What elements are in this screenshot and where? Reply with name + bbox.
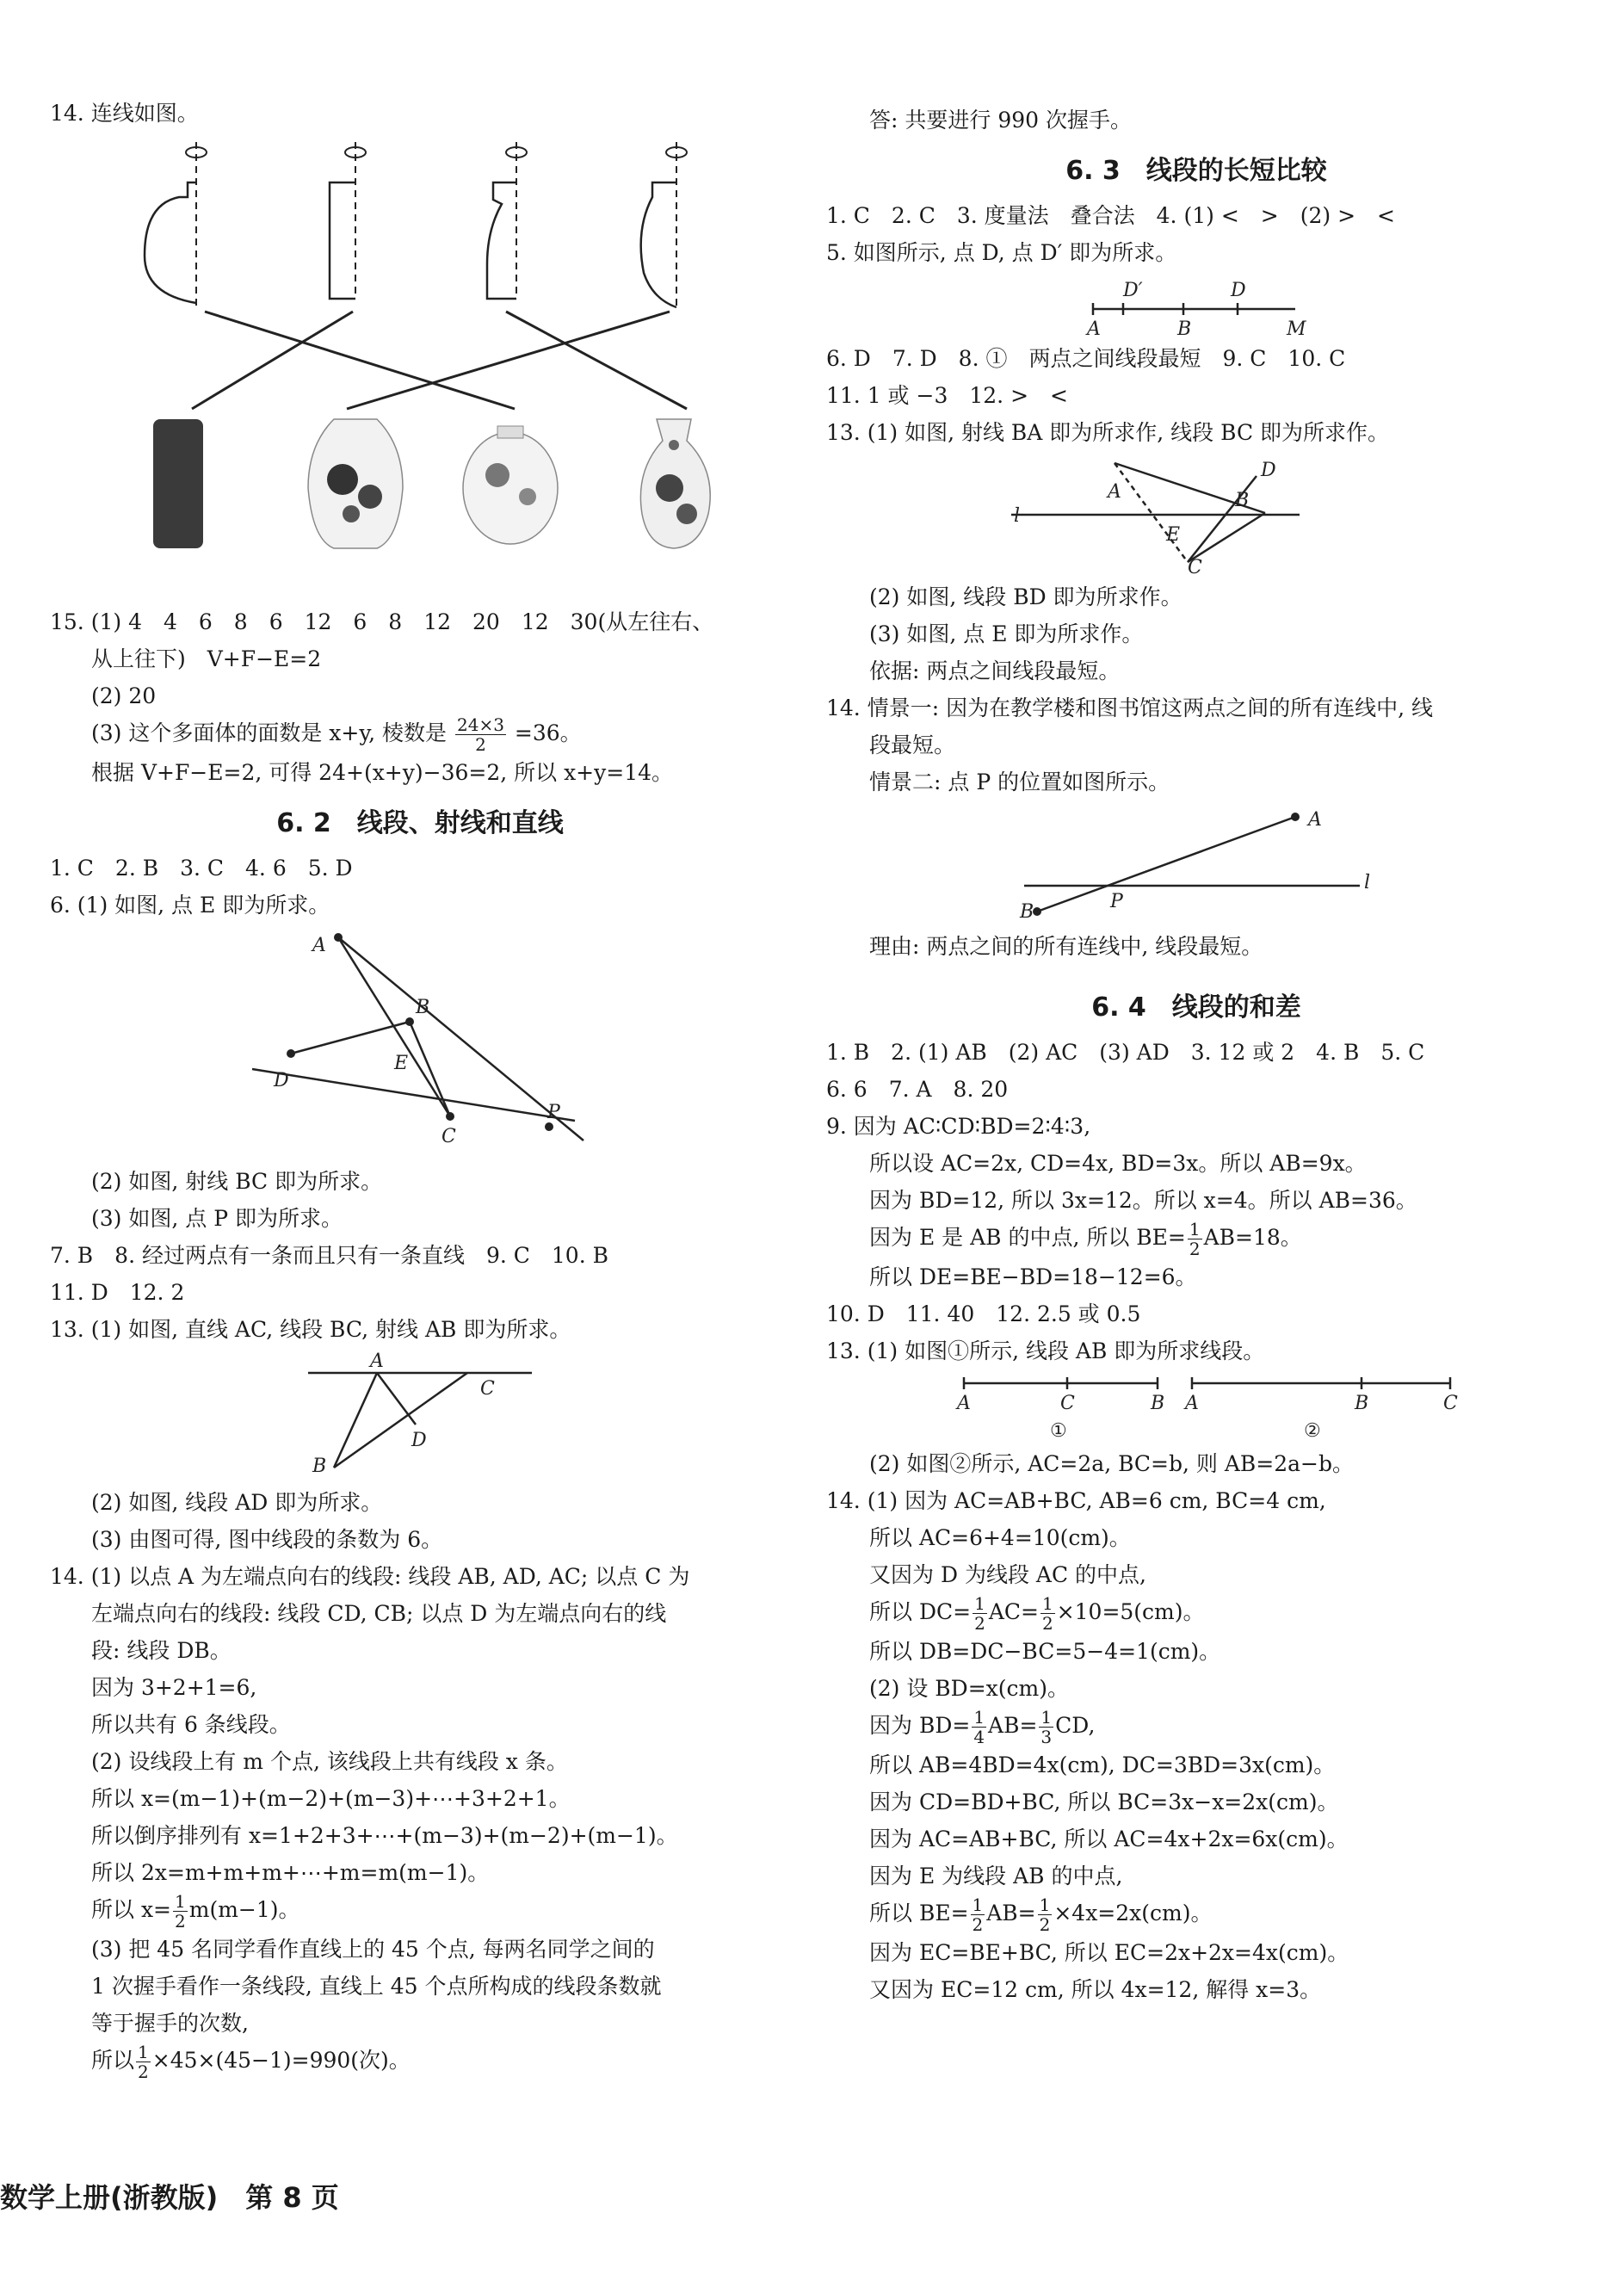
q15-line2: 从上往下) V+F−E=2: [91, 646, 322, 671]
label-D: D: [1231, 280, 1246, 301]
s64-a14-9: 因为 CD=BD+BC, 所以 BC=3x−x=2x(cm)。: [869, 1790, 1339, 1814]
label-B: B: [1020, 901, 1034, 923]
fraction: $\frac{1}{2}$: [972, 1895, 984, 1935]
s62-a14-12: 1 次握手看作一条线段, 直线上 45 个点所构成的线段条数就: [91, 1974, 662, 1999]
label-A: A: [1087, 318, 1101, 337]
s63-a14-3: 情景二: 点 P 的位置如图所示。: [869, 770, 1170, 794]
s63-a6: 6. D 7. D 8. ① 两点之间线段最短 9. C 10. C: [826, 346, 1346, 371]
s62-a1: 1. C 2. B 3. C 4. 6 5. D: [50, 856, 353, 881]
rotation-matching-figure: [50, 135, 756, 600]
s64-a13: 13. (1) 如图①所示, 线段 AB 即为所求线段。: [826, 1338, 1265, 1363]
s62-a14-10: 所以 x= $\frac{1}{2}$ m(m−1)。: [91, 1891, 300, 1932]
label-E: E: [1166, 524, 1181, 546]
s64-a9-4: 因为 E 是 AB 的中点, 所以 BE= $\frac{1}{2}$ AB=18。: [869, 1219, 1302, 1259]
s64-a14-11: 因为 E 为线段 AB 的中点,: [869, 1864, 1123, 1888]
s62-a14-6: (2) 设线段上有 m 个点, 该线段上共有线段 x 条。: [91, 1749, 568, 1774]
s64-a9-5: 所以 DE=BE−BD=18−12=6。: [869, 1264, 1197, 1289]
s64-a14-7: 因为 BD= $\frac{1}{4}$ AB= $\frac{1}{3}$ CD,: [869, 1707, 1096, 1747]
q15-line3: (2) 20: [91, 683, 157, 708]
label-D: D: [274, 1070, 289, 1091]
q15-line4: (3) 这个多面体的面数是 x+y, 棱数是 $\frac{24\times 3}{2}$ =36。: [91, 714, 582, 755]
s63-a14-4: 理由: 两点之间的所有连线中, 线段最短。: [869, 934, 1263, 959]
s62-a14-1: 14. (1) 以点 A 为左端点向右的线段: 线段 AB, AD, AC; 以点 C 为: [50, 1564, 690, 1589]
label-A: A: [312, 935, 326, 956]
fraction: $\frac{24\times 3}{2}$: [457, 714, 504, 755]
label-B: B: [1151, 1393, 1165, 1414]
s64-a14-1: 14. (1) 因为 AC=AB+BC, AB=6 cm, BC=4 cm,: [826, 1488, 1326, 1513]
s64-a9-1: 9. 因为 AC∶CD∶BD=2∶4∶3,: [826, 1114, 1091, 1139]
left-column: [50, 95, 790, 2081]
s64-a14-14: 又因为 EC=12 cm, 所以 4x=12, 解得 x=3。: [869, 1977, 1322, 2002]
vase-photo-1: [308, 419, 403, 548]
s63-a11: 11. 1 或 −3 12. > <: [826, 383, 1068, 408]
s64-a14-4: 所以 DC= $\frac{1}{2}$ AC= $\frac{1}{2}$ ×10=5(cm)。: [869, 1593, 1205, 1634]
fraction: $\frac{1}{2}$: [1039, 1895, 1051, 1935]
label-C: C: [1188, 557, 1202, 575]
s64-a9-2: 所以设 AC=2x, CD=4x, BD=3x。所以 AB=9x。: [869, 1151, 1367, 1176]
q15-line1: 15. (1) 4 4 6 8 6 12 6 8 12 20 12 30(从左往右、: [50, 609, 714, 634]
s62-a13: 13. (1) 如图, 直线 AC, 线段 BC, 射线 AB 即为所求。: [50, 1317, 571, 1342]
s64-a10: 10. D 11. 40 12. 2.5 或 0.5: [826, 1301, 1141, 1326]
s64-a14-13: 因为 EC=BE+BC, 所以 EC=2x+2x=4x(cm)。: [869, 1940, 1349, 1965]
matching-lines: [192, 312, 687, 409]
s63-a13-3: (3) 如图, 点 E 即为所求作。: [869, 621, 1144, 646]
label-B: B: [312, 1456, 327, 1477]
label-A: A: [1108, 481, 1121, 503]
cylinder-photo: [153, 419, 203, 548]
s64-a14-6: (2) 设 BD=x(cm)。: [869, 1676, 1069, 1701]
fraction: $\frac{1}{2}$: [1189, 1219, 1201, 1259]
figure-6-3-q5: [826, 275, 1532, 337]
s64-a6: 6. 6 7. A 8. 20: [826, 1077, 1009, 1102]
s62-a14-2: 左端点向右的线段: 线段 CD, CB; 以点 D 为左端点向右的线: [91, 1601, 667, 1626]
fraction: $\frac{1}{3}$: [1040, 1707, 1053, 1747]
s62-a11: 11. D 12. 2: [50, 1280, 185, 1305]
fraction: $\frac{1}{2}$: [138, 2042, 149, 2082]
s62-a14-8: 所以倒序排列有 x=1+2+3+⋯+(m−3)+(m−2)+(m−1)。: [91, 1823, 678, 1848]
s62-a14-9: 所以 2x=m+m+m+⋯+m=m(m−1)。: [91, 1860, 490, 1885]
s62-a14-7: 所以 x=(m−1)+(m−2)+(m−3)+⋯+3+2+1。: [91, 1786, 571, 1811]
figure-6-2-q6: [50, 927, 756, 1159]
s63-a5: 5. 如图所示, 点 D, 点 D′ 即为所求。: [826, 240, 1177, 265]
s63-a14-1: 14. 情景一: 因为在教学楼和图书馆这两点之间的所有连线中, 线: [826, 695, 1433, 720]
label-C: C: [442, 1126, 456, 1147]
vase-photo-2: [463, 426, 558, 544]
label-M: M: [1287, 318, 1306, 337]
label-B: B: [1177, 318, 1192, 337]
vase-photo-3: [640, 419, 710, 548]
section-title-6-4: 6. 4 线段的和差: [1091, 992, 1301, 1023]
label-C: C: [1443, 1393, 1458, 1414]
figure-6-3-q14: [826, 804, 1532, 924]
rotation-arrow-icons: [186, 147, 687, 158]
q14-intro: 14. 连线如图。: [50, 101, 199, 126]
s62-a6: 6. (1) 如图, 点 E 即为所求。: [50, 893, 330, 918]
s62-a13-3: (3) 由图可得, 图中线段的条数为 6。: [91, 1527, 443, 1552]
fraction: $\frac{1}{2}$: [974, 1593, 985, 1634]
s64-a14-10: 因为 AC=AB+BC, 所以 AC=4x+2x=6x(cm)。: [869, 1827, 1349, 1851]
half-profiles: [145, 182, 676, 307]
s62-a14-13: 等于握手的次数,: [91, 2011, 249, 2036]
s62-a7: 7. B 8. 经过两点有一条而且只有一条直线 9. C 10. B: [50, 1243, 608, 1268]
s64-a14-3: 又因为 D 为线段 AC 的中点,: [869, 1562, 1146, 1587]
s62-a14-5: 所以共有 6 条线段。: [91, 1712, 291, 1737]
s62-a13-2: (2) 如图, 线段 AD 即为所求。: [91, 1490, 383, 1515]
label-A: A: [957, 1393, 971, 1414]
s64-a14-8: 所以 AB=4BD=4x(cm), DC=3BD=3x(cm)。: [869, 1752, 1336, 1777]
s64-a14-12: 所以 BE= $\frac{1}{2}$ AB= $\frac{1}{2}$ ×4x=2x(cm)。: [869, 1895, 1213, 1935]
figure-number-1: ①: [1050, 1420, 1067, 1442]
label-E: E: [394, 1053, 409, 1074]
s63-a14-2: 段最短。: [869, 733, 956, 757]
section-title-6-3: 6. 3 线段的长短比较: [1065, 156, 1327, 186]
s63-a13-4: 依据: 两点之间线段最短。: [869, 658, 1121, 683]
label-D-prime: D′: [1123, 280, 1143, 301]
q15-line5: 根据 V+F−E=2, 可得 24+(x+y)−36=2, 所以 x+y=14。: [91, 760, 674, 785]
figure-6-4-q13: [826, 1373, 1532, 1442]
label-D: D: [1261, 460, 1276, 481]
label-l: l: [1014, 505, 1021, 527]
s62-a14-14: 所以 $\frac{1}{2}$ ×45×(45−1)=990(次)。: [91, 2042, 411, 2082]
label-A: A: [1308, 809, 1322, 831]
s62-a14-3: 段: 线段 DB。: [91, 1638, 232, 1663]
s62-a14-11: (3) 把 45 名同学看作直线上的 45 个点, 每两名同学之间的: [91, 1937, 655, 1962]
fraction: $\frac{1}{2}$: [1041, 1593, 1053, 1634]
s63-a13: 13. (1) 如图, 射线 BA 即为所求作, 线段 BC 即为所求作。: [826, 420, 1390, 445]
s63-a13-2: (2) 如图, 线段 BD 即为所求作。: [869, 584, 1182, 609]
s64-a14-2: 所以 AC=6+4=10(cm)。: [869, 1525, 1131, 1550]
handshake-answer: 答: 共要进行 990 次握手。: [869, 108, 1132, 133]
right-column: [826, 102, 1566, 2008]
s62-a6-3: (3) 如图, 点 P 即为所求。: [91, 1206, 343, 1231]
fraction: $\frac{1}{4}$: [973, 1707, 985, 1747]
page-footer: 数学上册(浙教版) 第 8 页: [0, 2181, 339, 2214]
s64-a14-5: 所以 DB=DC−BC=5−4=1(cm)。: [869, 1639, 1221, 1664]
figure-6-2-q13: [50, 1351, 756, 1480]
s64-a9-3: 因为 BD=12, 所以 3x=12。所以 x=4。所以 AB=36。: [869, 1188, 1417, 1213]
s62-a6-2: (2) 如图, 射线 BC 即为所求。: [91, 1169, 383, 1194]
s64-a1: 1. B 2. (1) AB (2) AC (3) AD 3. 12 或 2 4. B 5. C: [826, 1040, 1425, 1065]
label-P: P: [1110, 891, 1123, 912]
label-C: C: [1060, 1393, 1075, 1414]
fraction: $\frac{1}{2}$: [175, 1891, 186, 1932]
label-B: B: [1355, 1393, 1369, 1414]
s64-a13-2: (2) 如图②所示, AC=2a, BC=b, 则 AB=2a−b。: [869, 1451, 1354, 1476]
label-B: B: [1235, 490, 1250, 511]
label-D: D: [411, 1430, 427, 1451]
label-l: l: [1364, 872, 1371, 893]
label-B: B: [416, 997, 430, 1018]
label-P: P: [547, 1102, 560, 1123]
figure-6-3-q13: [826, 454, 1532, 575]
s62-a14-4: 因为 3+2+1=6,: [91, 1675, 257, 1700]
figure-number-2: ②: [1304, 1420, 1321, 1442]
label-A: A: [1185, 1393, 1199, 1414]
section-title-6-2: 6. 2 线段、射线和直线: [276, 808, 564, 838]
object-photos: [153, 419, 710, 548]
s63-a1: 1. C 2. C 3. 度量法 叠合法 4. (1) < > (2) > <: [826, 203, 1395, 228]
label-C: C: [480, 1378, 495, 1400]
label-A: A: [370, 1351, 384, 1372]
